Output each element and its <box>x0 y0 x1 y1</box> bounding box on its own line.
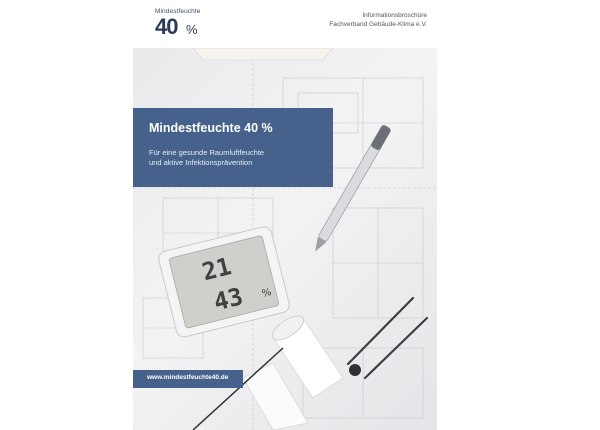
hygrometer <box>157 225 291 338</box>
url-bar <box>133 370 243 388</box>
page-title: Mindestfeuchte 40 % <box>149 121 273 135</box>
hygrometer-unit: % <box>260 286 273 300</box>
logo-number: 40 <box>155 14 178 39</box>
page-subtitle <box>149 148 264 168</box>
publisher-line-2: Fachverband Gebäude-Klima e.V. <box>329 21 427 28</box>
hygrometer-temperature: 21 <box>199 252 235 287</box>
publisher-info <box>329 11 427 29</box>
title-box <box>133 108 333 187</box>
logo-percent: % <box>186 22 198 37</box>
hygrometer-humidity: 43 <box>210 282 246 317</box>
drafting-compass <box>348 298 427 378</box>
logo-wordmark: Mindestfeuchte <box>155 8 201 15</box>
website-link[interactable]: www.mindestfeuchte40.de <box>147 374 229 381</box>
brochure-page <box>133 0 437 430</box>
mindestfeuchte-logo <box>153 8 213 44</box>
publisher-line-1: Informationsbroschüre <box>362 12 427 19</box>
subtitle-line-1: Für eine gesunde Raumluftfeuchte <box>149 148 265 157</box>
paper-roll-top <box>193 48 333 60</box>
cover-image <box>133 48 437 430</box>
subtitle-line-2: und aktive Infektionsprävention <box>149 158 253 167</box>
